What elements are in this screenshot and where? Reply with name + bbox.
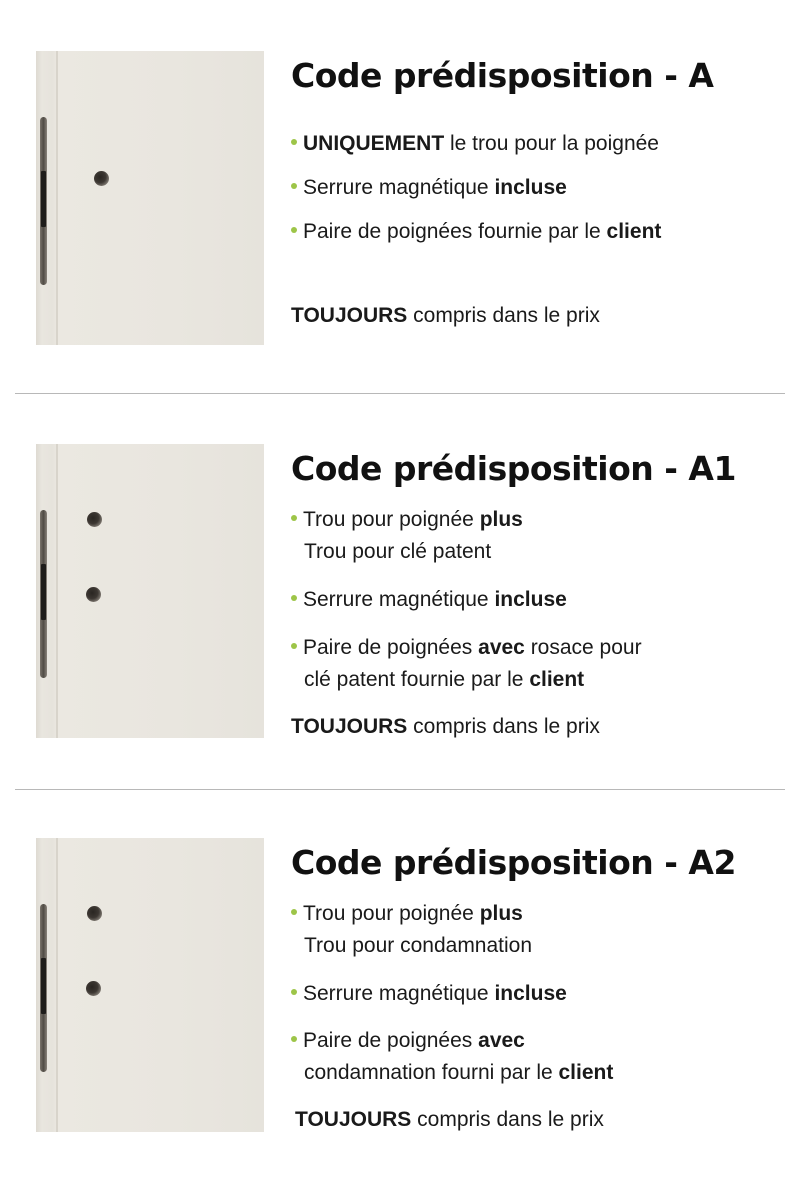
divider [15,393,785,394]
bullet-item: Trou pour poignée plus Trou pour condamnation [291,898,532,962]
bullet-dot-icon [291,183,297,189]
bullet-item: Paire de poignées avec condamnation fourni par le client [291,1025,613,1089]
door-image-a [36,51,264,345]
bullet-item: UNIQUEMENT le trou pour la poignée [291,128,659,160]
bullet-dot-icon [291,909,297,915]
door-image-a1 [36,444,264,738]
bullet-dot-icon [291,643,297,649]
bullet-dot-icon [291,1036,297,1042]
bullet-item: Paire de poignées avec rosace pour clé patent fournie par le client [291,632,642,696]
bullet-item: Paire de poignées fournie par le client [291,216,661,248]
bullet-item: Serrure magnétique incluse [291,584,567,616]
handle-hole [87,906,102,921]
bullet-dot-icon [291,989,297,995]
door-image-a2 [36,838,264,1132]
bullet-item: Serrure magnétique incluse [291,978,567,1010]
key-hole [86,587,101,602]
price-note: TOUJOURS compris dans le prix [291,715,600,738]
price-note: TOUJOURS compris dans le prix [291,304,600,327]
bullet-dot-icon [291,139,297,145]
condemnation-hole [86,981,101,996]
bullet-item: Serrure magnétique incluse [291,172,567,204]
section-title: Code prédisposition - A [291,56,714,95]
handle-hole [87,512,102,527]
section-title: Code prédisposition - A1 [291,449,736,488]
divider [15,789,785,790]
section-code-a1 [0,443,800,743]
handle-hole [94,171,109,186]
bullet-dot-icon [291,595,297,601]
section-code-a [0,50,800,350]
bullet-item: Trou pour poignée plus Trou pour clé patent [291,504,523,568]
section-title: Code prédisposition - A2 [291,843,736,882]
bullet-dot-icon [291,227,297,233]
bullet-dot-icon [291,515,297,521]
price-note: TOUJOURS compris dans le prix [295,1108,604,1131]
section-code-a2 [0,837,800,1137]
